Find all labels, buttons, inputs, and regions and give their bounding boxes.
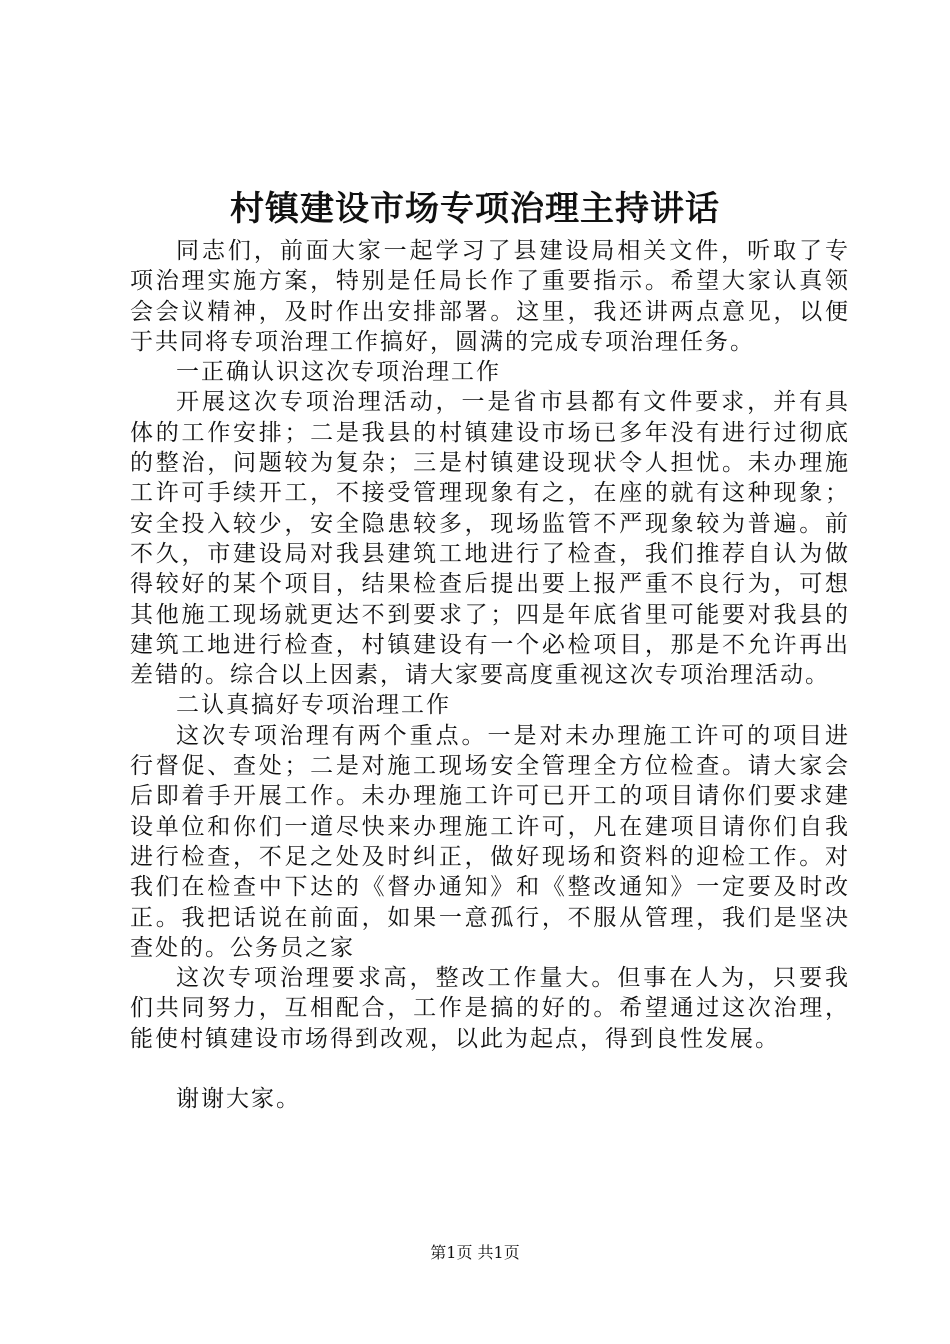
document-body [130,236,850,1114]
paragraph-section-2: 这次专项治理有两个重点。一是对未办理施工许可的项目进行督促、查处；二是对施工现场安全管理全方位检查。请大家会后即着手开展工作。未办理施工许可已开工的项目请你们要求建设单位和你们一道尽快来办理施工许可，凡在建项目请你们自我进行检查，不足之处及时纠正，做好现场和资料的迎检工作。对我们在检查中下达的《督办通知》和《整改通知》一定要及时改正。我把话说在前面，如果一意孤行，不服从管理，我们是坚决查处的。公务员之家 [130,722,850,961]
paragraph-intro: 同志们，前面大家一起学习了县建设局相关文件，听取了专项治理实施方案，特别是任局长作了重要指示。希望大家认真领会会议精神，及时作出安排部署。这里，我还讲两点意见，以便于共同将专项治理工作搞好，圆满的完成专项治理任务。 [130,238,850,355]
paragraph-closing: 谢谢大家。 [176,1086,301,1113]
section-heading-2: 二认真搞好专项治理工作 [176,692,451,719]
paragraph-conclusion: 这次专项治理要求高，整改工作量大。但事在人为，只要我们共同努力，互相配合，工作是搞的好的。希望通过这次治理，能使村镇建设市场得到改观，以此为起点，得到良性发展。 [130,965,850,1052]
paragraph-section-1: 开展这次专项治理活动，一是省市县都有文件要求，并有具体的工作安排；二是我县的村镇建设市场已多年没有进行过彻底的整治，问题较为复杂；三是村镇建设现状令人担忧。未办理施工许可手续开工，不接受管理现象有之，在座的就有这种现象；安全投入较少，安全隐患较多，现场监管不严现象较为普遍。前不久，市建设局对我县建筑工地进行了检查，我们推荐自认为做得较好的某个项目，结果检查后提出要上报严重不良行为，可想其他施工现场就更达不到要求了；四是年底省里可能要对我县的建筑工地进行检查，村镇建设有一个必检项目，那是不允许再出差错的。综合以上因素，请大家要高度重视这次专项治理活动。 [130,389,850,689]
document-title: 村镇建设市场专项治理主持讲话 [230,189,720,229]
page-number-footer: 第1页 共1页 [430,1243,520,1262]
section-heading-1: 一正确认识这次专项治理工作 [176,359,501,386]
